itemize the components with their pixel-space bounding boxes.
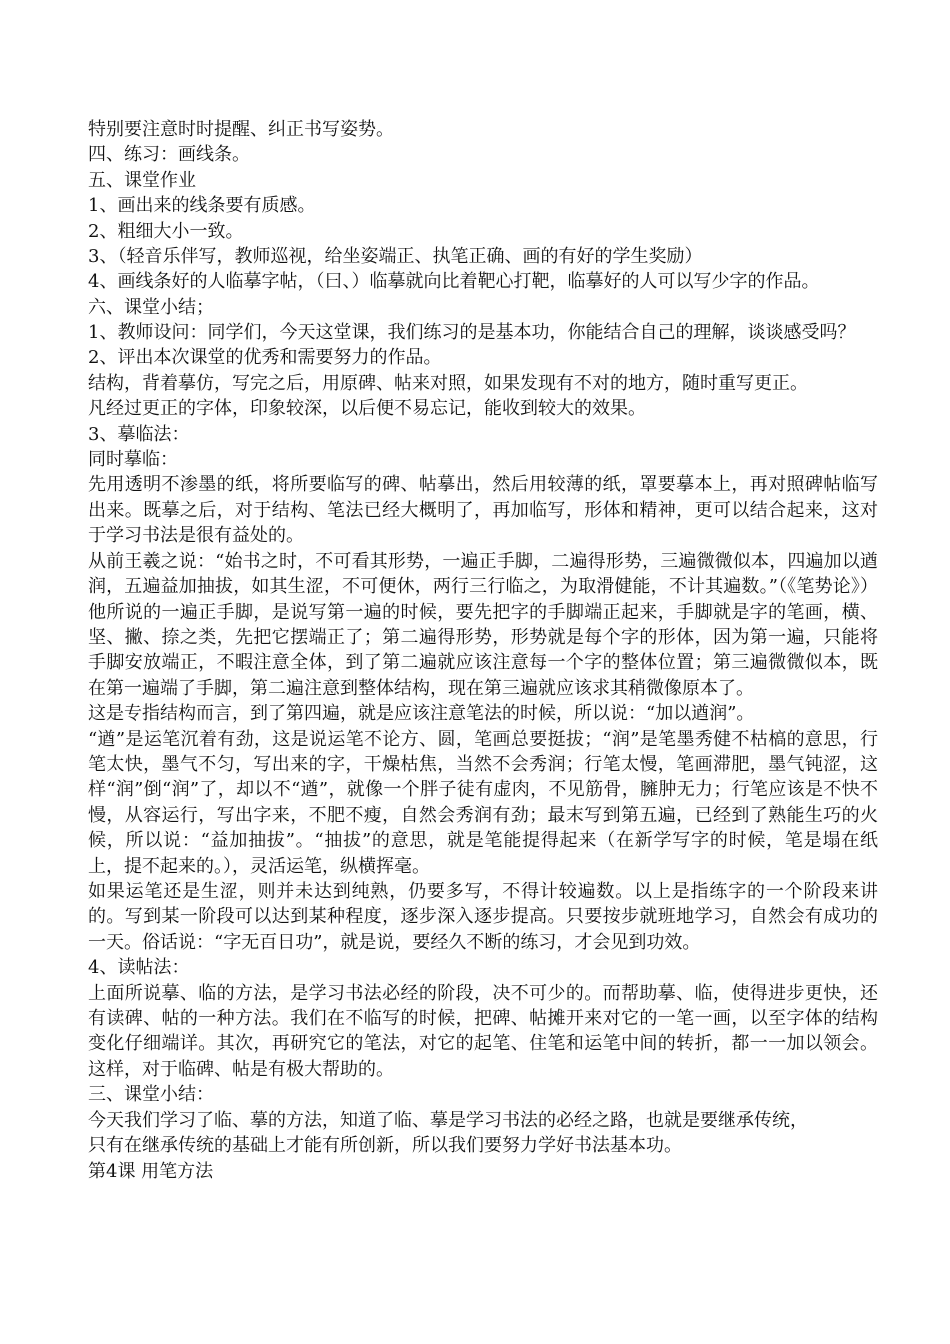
list-item: 4、画线条好的人临摹字帖，（曰、）临摹就向比着靶心打靶，临摹好的人可以写少字的作品。 <box>88 271 820 293</box>
section-heading: 三、课堂小结： <box>88 1084 214 1106</box>
paragraph: 凡经过更正的字体，印象较深，以后便不易忘记，能收到较大的效果。 <box>88 398 646 420</box>
section-heading: 六、课堂小结； <box>88 296 214 318</box>
list-item: 1、教师设问：同学们，今天这堂课，我们练习的是基本功，你能结合自己的理解，谈谈感受吗？ <box>88 322 856 344</box>
section-heading: 3、摹临法： <box>88 423 190 445</box>
section-heading: 五、课堂作业 <box>88 169 196 191</box>
sub-heading: 同时摹临： <box>88 449 178 471</box>
section-heading: 四、练习：画线条。 <box>88 144 250 166</box>
paragraph: 这是专指结构而言，到了第四遍，就是应该注意笔法的时候，所以说：“加以遒润”。 <box>88 703 755 725</box>
section-heading: 4、读帖法： <box>88 957 190 979</box>
paragraph: 先用透明不渗墨的纸，将所要临写的碑、帖摹出，然后用较薄的纸，罩要摹本上，再对照碑帖临写出来。既摹之后，对于结构、笔法已经大概明了，再加临写，形体和精神，更可以结合起来，这对于学习书法是很有益处的。 <box>88 474 878 547</box>
list-item: 3、（轻音乐伴写，教师巡视，给坐姿端正、执笔正确、画的有好的学生奖励） <box>88 246 703 268</box>
paragraph: 上面所说摹、临的方法，是学习书法必经的阶段，决不可少的。而帮助摹、临，使得进步更快，还有读碑、帖的一种方法。我们在不临写的时候，把碑、帖摊开来对它的一笔一画，以至字体的结构变化仔细端详。其次，再研究它的笔法，对它的起笔、住笔和运笔中间的转折，都一一加以领会。这样，对于临碑、帖是有极大帮助的。 <box>88 982 878 1080</box>
document-body <box>88 117 878 1185</box>
list-item: 1、画出来的线条要有质感。 <box>88 195 316 217</box>
paragraph: 特别要注意时时提醒、纠正书写姿势。 <box>88 119 394 140</box>
paragraph: 如果运笔还是生涩，则并未达到纯熟，仍要多写，不得计较遍数。以上是指练字的一个阶段来讲的。写到某一阶段可以达到某种程度，逐步深入逐步提高。只要按步就班地学习，自然会有成功的一天。俗话说：“字无百日功”，就是说，要经久不断的练习，才会见到功效。 <box>88 880 878 953</box>
paragraph: 今天我们学习了临、摹的方法，知道了临、摹是学习书法的必经之路，也就是要继承传统， <box>88 1109 808 1131</box>
paragraph: 结构，背着摹仿，写完之后，用原碑、帖来对照，如果发现有不对的地方，随时重写更正。 <box>88 372 808 394</box>
list-item: 2、评出本次课堂的优秀和需要努力的作品。 <box>88 347 442 369</box>
paragraph: 从前王羲之说：“始书之时，不可看其形势，一遍正手脚，二遍得形势，三遍微微似本，四遍加以遒润，五遍益加抽拔，如其生涩，不可便休，两行三行临之，为取滑健能，不计其遍数。”（《笔势论》）他所说的一遍正手脚，是说写第一遍的时候，要先把字的手脚端正起来，手脚就是字的笔画，横、坚、撇、捺之类，先把它摆端正了；第二遍得形势，形势就是每个字的形体，因为第一遍，只能将手脚安放端正，不暇注意全体，到了第二遍就应该注意每一个字的整体位置；第三遍微微似本，既在第一遍端了手脚，第二遍注意到整体结构，现在第三遍就应该求其稍微像原本了。 <box>88 550 878 699</box>
paragraph: 只有在继承传统的基础上才能有所创新，所以我们要努力学好书法基本功。 <box>88 1135 682 1157</box>
list-item: 2、粗细大小一致。 <box>88 220 244 242</box>
paragraph: “遒”是运笔沉着有劲，这是说运笔不论方、圆，笔画总要挺拔；“润”是笔墨秀健不枯槁的意思，行笔太快，墨气不匀，写出来的字，干燥枯焦，当然不会秀润；行笔太慢，笔画滞肥，墨气钝涩，这样“润”倒“润”了，却以不“遒”，就像一个胖子徒有虚肉，不见筋骨，臃肿无力；行笔应该是不快不慢，从容运行，写出字来，不肥不瘦，自然会秀润有劲；最末写到第五遍，已经到了熟能生巧的火候，所以说：“益加抽拔”。“抽拔”的意思，就是笔能提得起来（在新学写字的时候，笔是塌在纸上，提不起来的。），灵活运笔，纵横挥毫。 <box>88 728 878 877</box>
lesson-title: 第4课 用笔方法 <box>88 1161 214 1183</box>
